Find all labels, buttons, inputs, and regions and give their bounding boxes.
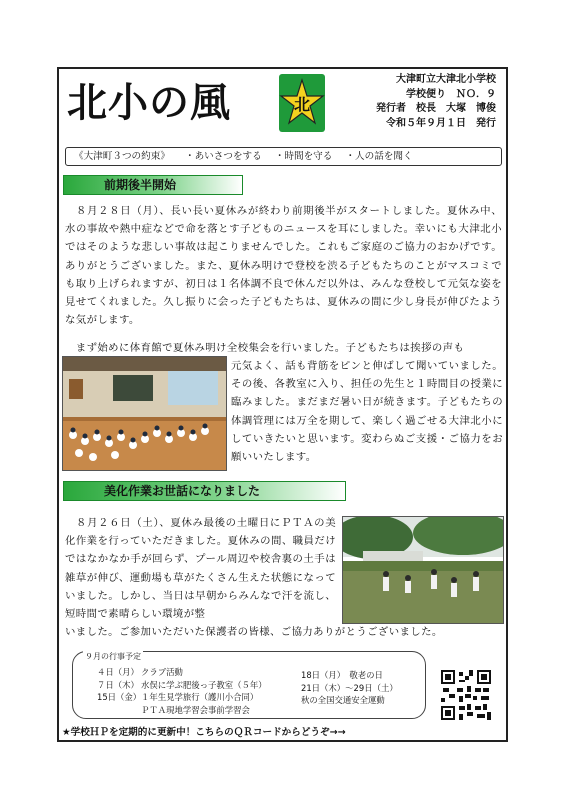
- cleanup-photo: [342, 516, 504, 624]
- schedule-item: ＰＴＡ現地学習会事前学習会: [141, 704, 250, 715]
- school-emblem-icon: [279, 74, 325, 132]
- article-paragraph: ８月２６日（土）、夏休み最後の土曜日にＰＴＡの美化作業を行っていただきました。夏休みの間、職員だけではなかなか手が回らず、プール周辺や校舎裏の土手は雑草が伸び、運動場も草がたくさん生えた状態になっていました。しかし、当日は早朝からみんなで汗を流し、短時間で素晴らしい環境が整: [65, 517, 336, 621]
- event-schedule: [72, 651, 426, 719]
- schedule-right-column: [301, 669, 398, 707]
- schedule-item: 15日（金）１年生見学旅行（護川小合同）: [97, 692, 259, 703]
- svg-text:北: 北: [293, 95, 311, 114]
- motto-title: 《大津町３つの約束》: [74, 151, 170, 162]
- motto-item: ・時間を守る: [274, 151, 333, 162]
- qr-code-icon[interactable]: [439, 668, 493, 722]
- schedule-item: ４日（月） クラブ活動: [97, 667, 183, 677]
- section-heading: [63, 175, 243, 195]
- schedule-item: 秋の全国交通安全運動: [301, 695, 385, 706]
- article-paragraph: まず始めに体育館で夏休み明け全校集会を行いました。子どもたちは挨拶の声も: [65, 342, 465, 354]
- article-paragraph: ８月２８日（月）、長い長い夏休みが終わり前期後半がスタートしました。夏休み中、水の事故や熱中症などで命を落とす子どものニュースを耳にしました。幸いにも大津北小ではそのような悲しい事故は起こりませんでした。これもご家庭のご協力のおかげです。ありがとうございました。また、夏休み明けで登校を渋る子どもたちのことがマスコミでも取り上げられますが、初日は１名体調不良で休んだ以外は、みんな登校して元気な姿を見せてくれました。久し振りに会った子どもたちは、夏休みの間に少し身長が伸びたような気がします。: [65, 205, 502, 327]
- schedule-item: 21日（木）～29日（土）: [301, 682, 398, 693]
- issue-date: 令和５年９月１日 発行: [386, 117, 496, 129]
- article-paragraph: いました。ご参加いただいた保護者の皆様、ご協力ありがとうございました。: [65, 626, 443, 638]
- issue-info: [376, 73, 496, 131]
- schedule-title: ９月の行事予定: [85, 652, 141, 661]
- section-heading-label: 前期後半開始: [104, 178, 177, 192]
- motto-item: ・人の話を聞く: [345, 151, 413, 162]
- school-name: 大津町立大津北小学校: [396, 74, 496, 85]
- motto-bar: [65, 147, 502, 166]
- schedule-item: 18日（月） 敬老の日: [301, 670, 383, 680]
- newsletter-title: 北小の風: [67, 80, 231, 126]
- section-heading: [63, 481, 346, 501]
- schedule-left-column: [97, 666, 267, 716]
- section-heading-label: 美化作業お世話になりました: [104, 484, 261, 498]
- footer-notice: ★学校ＨＰを定期的に更新中！こちらのＱＲコードからどうぞ→→: [62, 727, 346, 738]
- motto-item: ・あいさつをする: [185, 151, 262, 162]
- schedule-item: ７日（木） 水俣に学ぶ肥後っ子教室（５年）: [97, 679, 267, 690]
- article-paragraph: 元気よく、話も背筋をピンと伸ばして聞いていました。その後、各教室に入り、担任の先生と１時間目の授業に臨みました。まだまだ暑い日が続きます。子どもたちの体調管理には万全を期して、楽しく過ごせる大津北小にしていきたいと思います。変わらぬご支援・ご協力をお願いいたします。: [231, 360, 503, 464]
- issue-number: 学校便り ＮＯ．９: [406, 88, 496, 100]
- newsletter-page: [57, 67, 508, 742]
- publisher: 発行者 校長 大塚 博俊: [376, 103, 496, 114]
- assembly-photo: [62, 356, 227, 471]
